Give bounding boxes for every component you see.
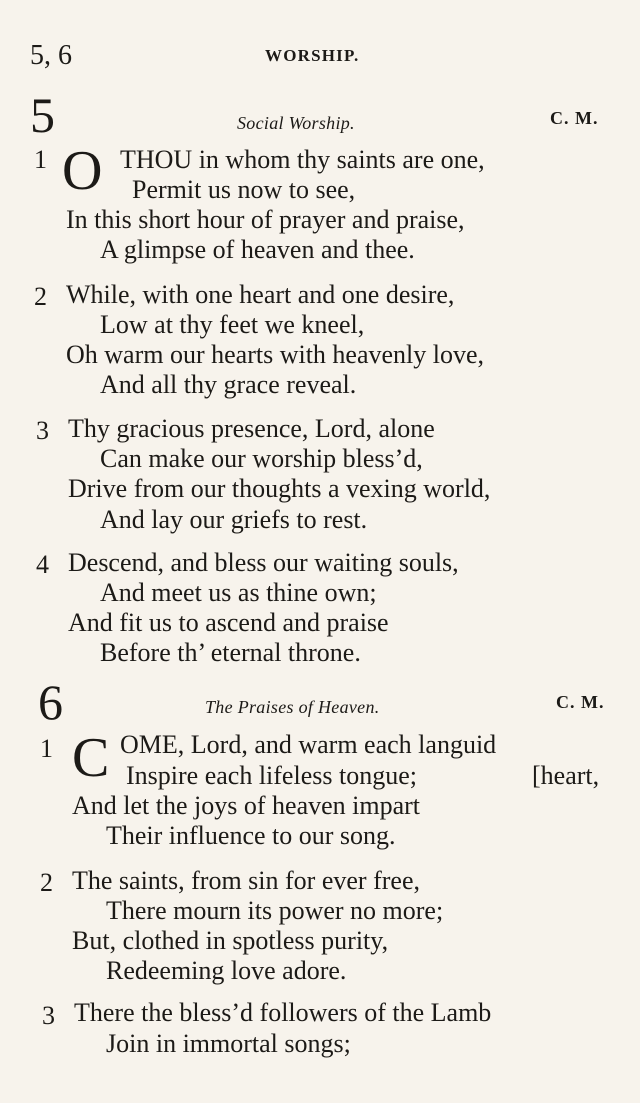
- hymn-meter: C. M.: [550, 108, 599, 128]
- verse-number: 1: [34, 145, 47, 174]
- hymn-meter: C. M.: [556, 692, 605, 712]
- verse-line: And fit us to ascend and praise: [68, 608, 389, 637]
- verse-number: 3: [42, 1001, 55, 1030]
- hymn-number: 6: [38, 674, 63, 730]
- verse-line: Descend, and bless our waiting souls,: [68, 548, 459, 577]
- verse-number: 4: [36, 550, 49, 579]
- verse-line: Redeeming love adore.: [106, 956, 347, 985]
- verse-line: There the bless’d followers of the Lamb: [74, 998, 492, 1027]
- verse-line: Oh warm our hearts with heavenly love,: [66, 340, 485, 369]
- verse-line: Thy gracious presence, Lord, alone: [68, 414, 435, 443]
- verse-line: But, clothed in spotless purity,: [72, 926, 389, 955]
- verse-number: 3: [36, 416, 49, 445]
- verse-line: OME, Lord, and warm each languid: [120, 730, 497, 759]
- hymn-title: Social Worship.: [237, 113, 355, 133]
- drop-cap: C: [72, 727, 110, 789]
- drop-cap: O: [62, 140, 103, 202]
- verse-line: The saints, from sin for ever free,: [72, 866, 420, 895]
- verse-line: Can make our worship bless’d,: [100, 444, 423, 473]
- verse-line: Their influence to our song.: [106, 821, 396, 850]
- verse-line: And all thy grace reveal.: [100, 370, 357, 399]
- verse-line: In this short hour of prayer and praise,: [66, 205, 465, 234]
- verse-line: Join in immortal songs;: [106, 1029, 351, 1058]
- verse-line: Inspire each lifeless tongue;: [126, 761, 417, 790]
- verse-line: A glimpse of heaven and thee.: [100, 235, 415, 264]
- verse-line: Drive from our thoughts a vexing world,: [68, 474, 491, 503]
- verse-line: Low at thy feet we kneel,: [100, 310, 365, 339]
- verse-line: And meet us as thine own;: [100, 578, 377, 607]
- verse-line: While, with one heart and one desire,: [66, 280, 455, 309]
- verse-line: THOU in whom thy saints are one,: [120, 145, 485, 174]
- line-continuation: [heart,: [532, 761, 600, 790]
- running-page-numbers: 5, 6: [30, 40, 72, 71]
- hymn-title: The Praises of Heaven.: [205, 697, 380, 717]
- verse-number: 1: [40, 734, 53, 763]
- hymn-number: 5: [30, 87, 55, 143]
- verse-line: Permit us now to see,: [132, 175, 356, 204]
- verse-line: And lay our griefs to rest.: [100, 505, 368, 534]
- running-section-title: WORSHIP.: [265, 46, 360, 65]
- verse-line: And let the joys of heaven impart: [72, 791, 421, 820]
- verse-line: Before th’ eternal throne.: [100, 638, 361, 667]
- verse-number: 2: [40, 868, 53, 897]
- verse-line: There mourn its power no more;: [106, 896, 444, 925]
- verse-number: 2: [34, 282, 47, 311]
